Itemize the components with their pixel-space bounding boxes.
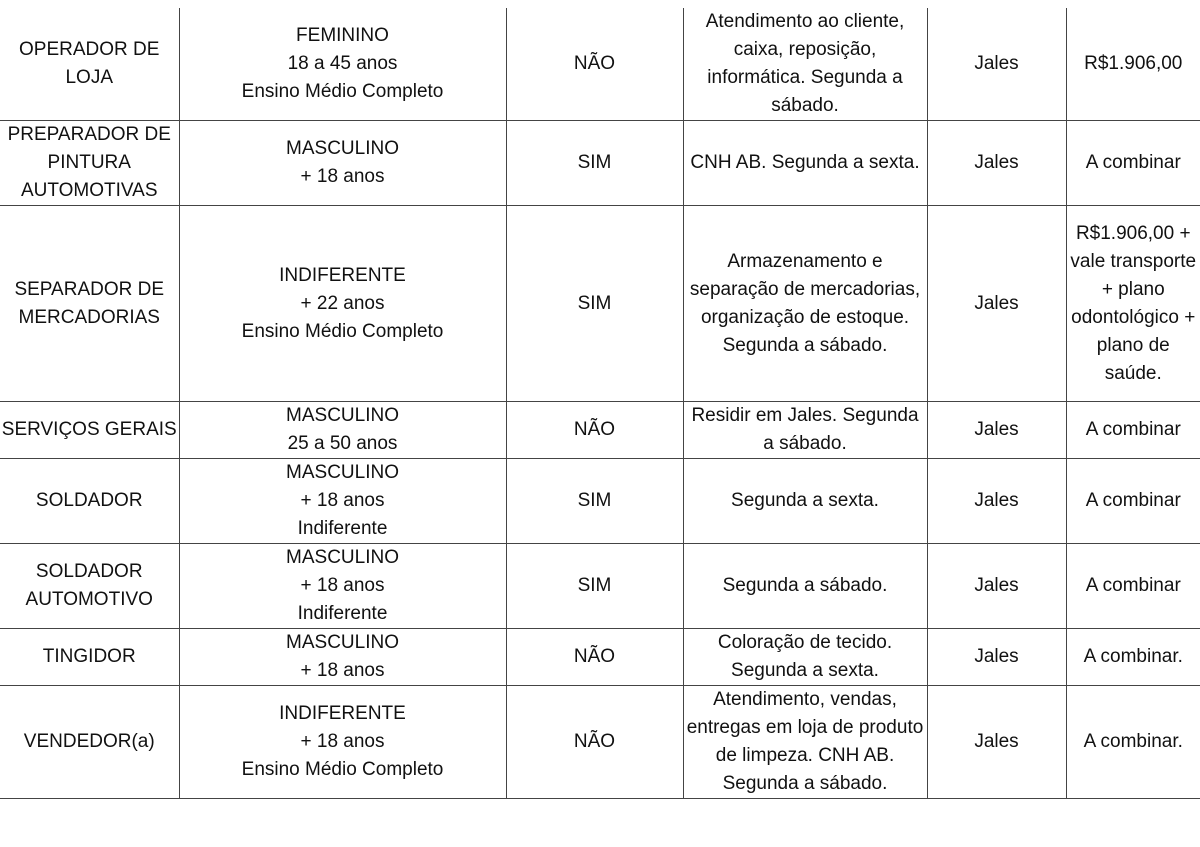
descricao-cell: Atendimento ao cliente, caixa, reposição, informática. Segunda a sábado. <box>683 8 927 121</box>
descricao-cell: Segunda a sexta. <box>683 459 927 544</box>
requisito-line: Ensino Médio Completo <box>241 81 444 102</box>
salario-cell: A combinar <box>1066 121 1200 206</box>
local-cell: Jales <box>927 459 1066 544</box>
table-row <box>0 402 1200 459</box>
requisitos-cell <box>179 206 506 402</box>
cnh-cell: SIM <box>506 544 683 629</box>
table-row <box>0 544 1200 629</box>
requisito-line: Ensino Médio Completo <box>241 759 444 780</box>
table-row <box>0 121 1200 206</box>
requisito-line: + 18 anos <box>300 166 385 187</box>
requisitos-cell <box>179 629 506 686</box>
cnh-cell: SIM <box>506 459 683 544</box>
requisito-line: MASCULINO <box>286 138 399 159</box>
cargo-cell: VENDEDOR(a) <box>0 686 179 799</box>
requisito-line: + 18 anos <box>300 490 385 511</box>
salario-cell: A combinar <box>1066 402 1200 459</box>
salario-cell: A combinar. <box>1066 686 1200 799</box>
requisitos-cell <box>179 459 506 544</box>
descricao-cell: Coloração de tecido. Segunda a sexta. <box>683 629 927 686</box>
local-cell: Jales <box>927 629 1066 686</box>
cnh-cell: SIM <box>506 121 683 206</box>
local-cell: Jales <box>927 206 1066 402</box>
requisito-line: + 18 anos <box>300 575 385 596</box>
table-row <box>0 206 1200 402</box>
table-row <box>0 8 1200 121</box>
requisitos-cell <box>179 121 506 206</box>
salario-cell: A combinar <box>1066 544 1200 629</box>
cargo-cell: SOLDADOR AUTOMOTIVO <box>0 544 179 629</box>
cnh-cell: NÃO <box>506 402 683 459</box>
descricao-cell: Atendimento, vendas, entregas em loja de produto de limpeza. CNH AB. Segunda a sábado. <box>683 686 927 799</box>
requisito-line: Indiferente <box>297 518 388 539</box>
requisito-line: MASCULINO <box>286 462 399 483</box>
requisitos-cell <box>179 686 506 799</box>
requisito-line: INDIFERENTE <box>279 703 406 724</box>
requisito-line: MASCULINO <box>286 632 399 653</box>
cargo-cell: SOLDADOR <box>0 459 179 544</box>
cnh-cell: NÃO <box>506 686 683 799</box>
local-cell: Jales <box>927 8 1066 121</box>
cargo-cell: PREPARADOR DE PINTURA AUTOMOTIVAS <box>0 121 179 206</box>
descricao-cell: Segunda a sábado. <box>683 544 927 629</box>
table-row <box>0 686 1200 799</box>
cargo-cell: OPERADOR DE LOJA <box>0 8 179 121</box>
cargo-cell: TINGIDOR <box>0 629 179 686</box>
requisito-line: + 22 anos <box>300 292 385 314</box>
requisito-line: FEMININO <box>296 25 389 46</box>
requisitos-cell <box>179 8 506 121</box>
salario-cell: A combinar <box>1066 459 1200 544</box>
cargo-cell: SEPARADOR DE MERCADORIAS <box>0 206 179 402</box>
salario-cell: R$1.906,00 + vale transporte + plano odontológico + plano de saúde. <box>1066 206 1200 402</box>
table-row <box>0 459 1200 544</box>
descricao-cell: Armazenamento e separação de mercadorias, organização de estoque. Segunda a sábado. <box>683 206 927 402</box>
salario-cell: A combinar. <box>1066 629 1200 686</box>
requisito-line: + 18 anos <box>300 731 385 752</box>
descricao-cell: CNH AB. Segunda a sexta. <box>683 121 927 206</box>
job-listings-table <box>0 8 1200 799</box>
cnh-cell: NÃO <box>506 629 683 686</box>
salario-cell: R$1.906,00 <box>1066 8 1200 121</box>
requisito-line: Ensino Médio Completo <box>241 320 444 342</box>
requisito-line: 25 a 50 anos <box>287 433 398 454</box>
cnh-cell: SIM <box>506 206 683 402</box>
local-cell: Jales <box>927 686 1066 799</box>
requisito-line: + 18 anos <box>300 660 385 681</box>
requisitos-cell <box>179 402 506 459</box>
descricao-cell: Residir em Jales. Segunda a sábado. <box>683 402 927 459</box>
requisitos-cell <box>179 544 506 629</box>
local-cell: Jales <box>927 544 1066 629</box>
cargo-cell: SERVIÇOS GERAIS <box>0 402 179 459</box>
requisito-line: Indiferente <box>297 603 388 624</box>
cnh-cell: NÃO <box>506 8 683 121</box>
requisito-line: 18 a 45 anos <box>287 53 398 74</box>
local-cell: Jales <box>927 402 1066 459</box>
requisito-line: INDIFERENTE <box>279 264 406 286</box>
table-row <box>0 629 1200 686</box>
requisito-line: MASCULINO <box>286 547 399 568</box>
local-cell: Jales <box>927 121 1066 206</box>
requisito-line: MASCULINO <box>286 405 399 426</box>
